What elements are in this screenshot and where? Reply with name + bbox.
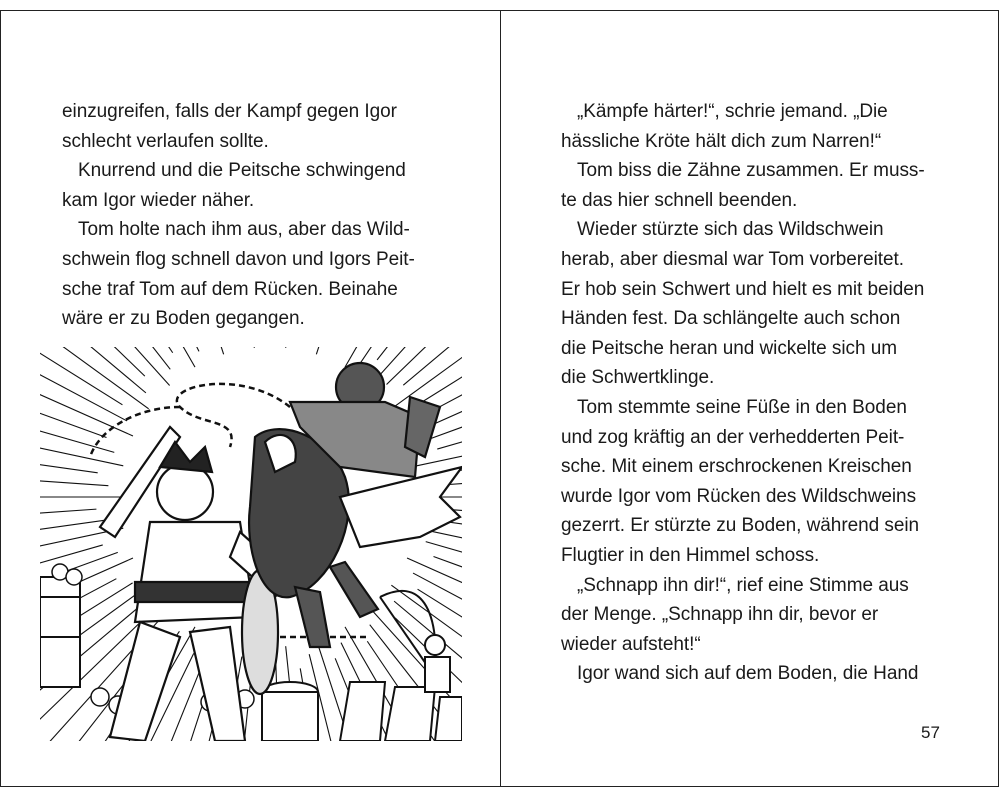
text-line: sche. Mit einem erschrockenen Kreischen bbox=[561, 456, 912, 478]
text-line: Händen fest. Da schlängelte auch schon bbox=[561, 308, 901, 330]
speed-line bbox=[40, 347, 149, 409]
text-line: Er hob sein Schwert und hielt es mit beiden bbox=[561, 278, 925, 300]
speed-line bbox=[40, 353, 106, 437]
text-line: hässliche Kröte hält dich zum Narren!“ bbox=[561, 130, 882, 152]
speed-line bbox=[40, 347, 145, 376]
speed-line bbox=[426, 542, 462, 613]
page-gutter bbox=[500, 11, 501, 786]
right-page-text bbox=[561, 97, 951, 689]
speed-line bbox=[437, 381, 462, 449]
text-line: Flugtier in den Himmel schoss. bbox=[561, 544, 820, 566]
text-line: wäre er zu Boden gegangen. bbox=[62, 308, 305, 330]
battle-illustration-icon bbox=[40, 347, 462, 741]
text-line: Tom stemmte seine Füße in den Boden bbox=[577, 396, 907, 418]
speed-line bbox=[40, 509, 96, 526]
text-line: die Peitsche heran und wickelte sich um bbox=[561, 337, 898, 359]
speed-line bbox=[60, 347, 195, 367]
page-number: 57 bbox=[921, 723, 940, 742]
speed-line bbox=[442, 521, 462, 555]
speed-line bbox=[377, 347, 462, 360]
speed-line bbox=[40, 520, 110, 556]
speed-line bbox=[226, 347, 254, 348]
speed-line bbox=[140, 347, 223, 354]
text-line: Tom biss die Zähne zusammen. Er muss- bbox=[577, 160, 925, 182]
speed-line bbox=[370, 347, 462, 386]
text-line: wurde Igor vom Rücken des Wildschweins bbox=[561, 485, 917, 507]
left-page-text bbox=[62, 97, 442, 334]
speed-line bbox=[286, 347, 314, 348]
text-line: wieder aufsteht!“ bbox=[561, 633, 701, 655]
text-line: te das hier schnell beenden. bbox=[561, 189, 798, 211]
speed-line bbox=[40, 439, 98, 473]
text-line: „Schnapp ihn dir!“, rief eine Stimme aus bbox=[577, 574, 909, 596]
text-line: Wieder stürzte sich das Wildschwein bbox=[577, 219, 884, 241]
text-line: gezerrt. Er stürzte zu Boden, während sein bbox=[561, 515, 920, 537]
speed-line bbox=[316, 347, 399, 354]
text-line: kam Igor wieder näher. bbox=[62, 189, 255, 211]
speed-line bbox=[40, 347, 170, 386]
text-line: Knurrend und die Peitsche schwingend bbox=[78, 160, 406, 182]
text-line: herab, aber diesmal war Tom vorbereitet. bbox=[561, 248, 904, 270]
speed-line bbox=[40, 468, 108, 486]
text-line: sche traf Tom auf dem Rücken. Beinahe bbox=[62, 278, 398, 300]
text-line: Tom holte nach ihm aus, aber das Wild- bbox=[78, 219, 410, 241]
speed-line bbox=[86, 347, 199, 351]
text-line: einzugreifen, falls der Kampf gegen Igor bbox=[62, 101, 397, 122]
battle-illustration bbox=[40, 347, 462, 741]
speed-line bbox=[417, 528, 462, 584]
text-line: schlecht verlaufen sollte. bbox=[62, 130, 269, 152]
text-line: die Schwertklinge. bbox=[561, 367, 715, 389]
book-spread bbox=[0, 10, 999, 787]
text-line: und zog kräftig an der verhedderten Peit- bbox=[561, 426, 905, 448]
text-line: „Kämpfe härter!“, schrie jemand. „Die bbox=[577, 101, 888, 122]
text-line: schwein flog schnell davon und Igors Peit- bbox=[62, 248, 415, 270]
text-line: der Menge. „Schnapp ihn dir, bevor er bbox=[561, 604, 879, 626]
text-line: Igor wand sich auf dem Boden, die Hand bbox=[577, 663, 919, 685]
speed-line bbox=[434, 557, 462, 641]
